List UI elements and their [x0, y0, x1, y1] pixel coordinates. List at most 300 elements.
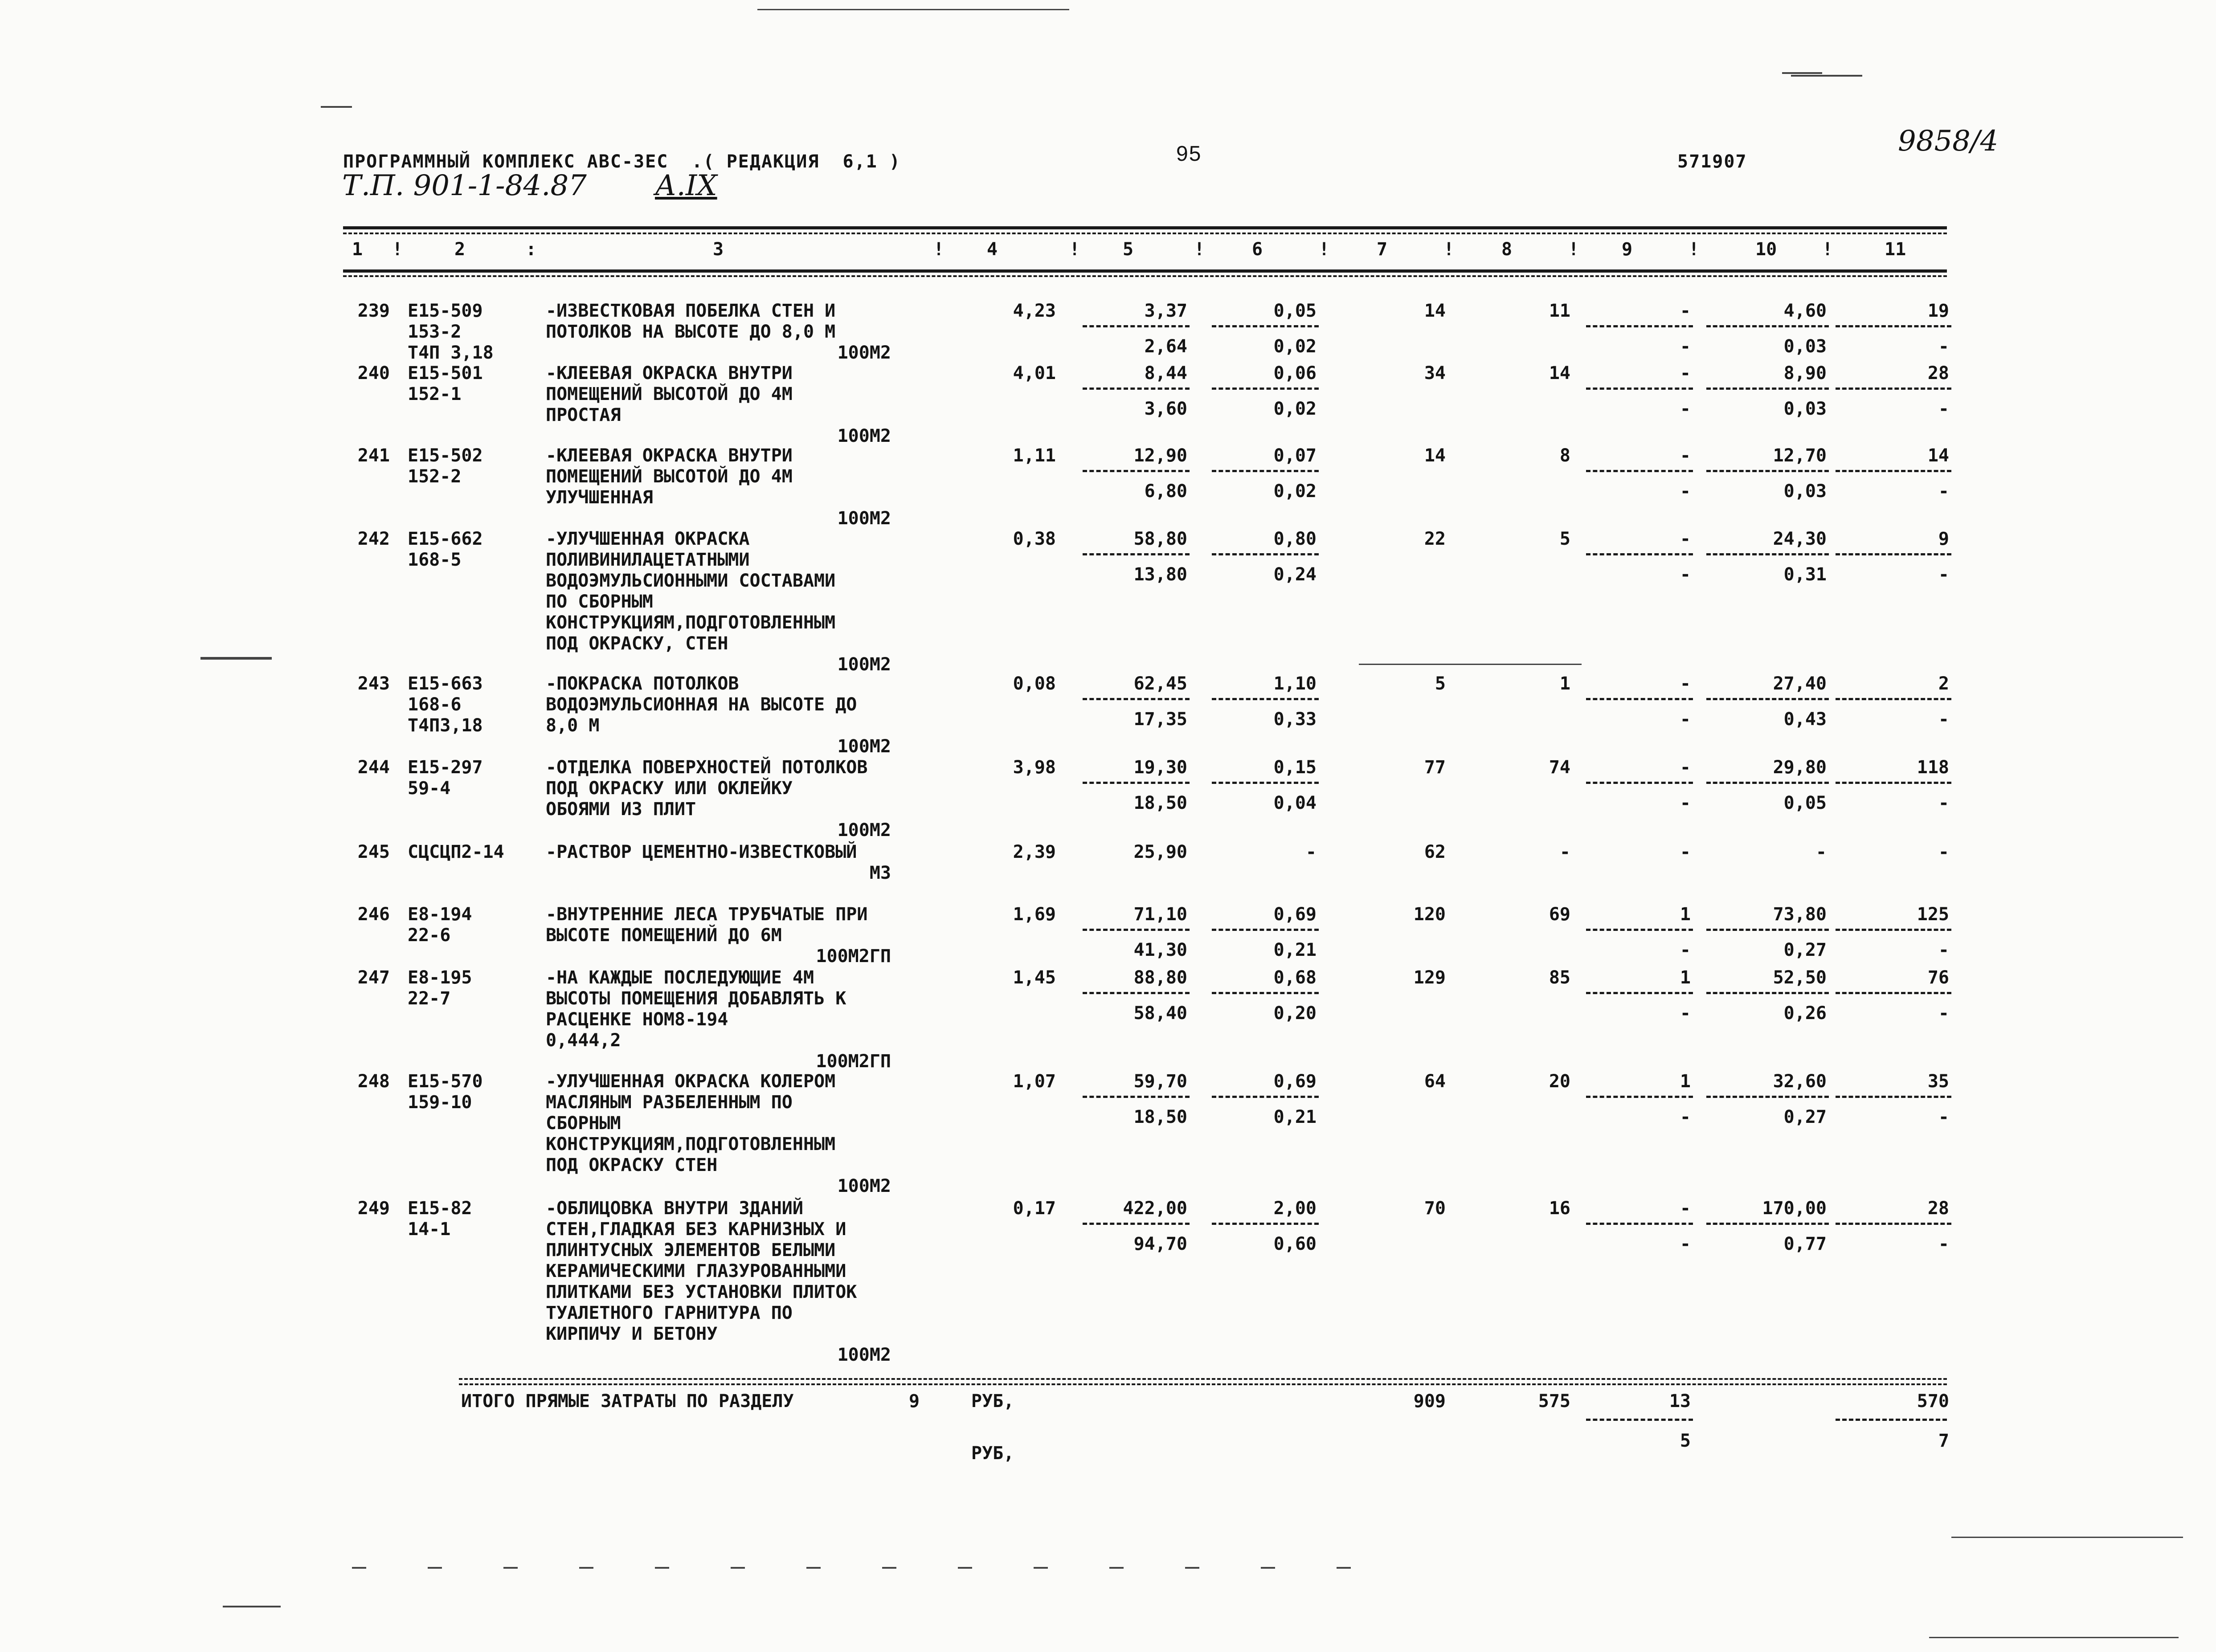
cell-col4: 1,69 — [1013, 904, 1056, 925]
row-unit: 100М2ГП — [816, 1051, 891, 1072]
row-description: ПОД ОКРАСКУ СТЕН — [546, 1155, 718, 1175]
totals-col9: 13 — [1669, 1391, 1691, 1411]
column-separator: ! — [392, 239, 403, 260]
cell-col10: 27,40 — [1773, 673, 1827, 694]
cell-col8: 74 — [1549, 757, 1570, 778]
totals-col11-rule — [1836, 1419, 1947, 1421]
cell-col5: 59,70 — [1133, 1071, 1187, 1092]
cell-col6: 0,07 — [1273, 445, 1317, 466]
cell-divider — [1836, 553, 1951, 555]
row-description: ПЛИТКАМИ БЕЗ УСТАНОВКИ ПЛИТОК — [546, 1282, 857, 1302]
cell-divider — [1212, 325, 1319, 327]
cell-col9-lower: - — [1680, 709, 1691, 730]
row-description: 8,0 М — [546, 715, 600, 736]
cell-col5-lower: 41,30 — [1133, 940, 1187, 960]
cell-col6-lower: 0,21 — [1273, 940, 1317, 960]
column-separator: ! — [1689, 239, 1700, 260]
row-description: КОНСТРУКЦИЯМ,ПОДГОТОВЛЕННЫМ — [546, 612, 836, 633]
row-description: СТЕН,ГЛАДКАЯ БЕЗ КАРНИЗНЫХ И — [546, 1219, 846, 1240]
cell-col5: 422,00 — [1123, 1198, 1187, 1219]
row-code: Е15-662 — [408, 529, 483, 549]
row-code: 159-10 — [408, 1092, 472, 1113]
cell-col6: 1,10 — [1273, 673, 1317, 694]
row-code: 22-6 — [408, 925, 451, 946]
cell-divider — [1586, 782, 1693, 784]
row-description: ВЫСОТЫ ПОМЕЩЕНИЯ ДОБАВЛЯТЬ К — [546, 988, 846, 1009]
cell-col6: - — [1305, 842, 1317, 862]
cell-divider — [1212, 553, 1319, 555]
cell-col4: 0,17 — [1013, 1198, 1056, 1219]
cell-col11: 9 — [1938, 529, 1949, 549]
totals-currency-1: РУБ, — [971, 1391, 1014, 1411]
cell-col10: 4,60 — [1783, 301, 1827, 321]
row-description: ВЫСОТЕ ПОМЕЩЕНИЙ ДО 6М — [546, 925, 782, 946]
cell-col11-lower: - — [1938, 336, 1949, 357]
cell-col10-lower: 0,43 — [1783, 709, 1827, 730]
dash-mark — [503, 1567, 518, 1569]
row-description: -ОБЛИЦОВКА ВНУТРИ ЗДАНИЙ — [546, 1198, 803, 1219]
totals-col8: 575 — [1538, 1391, 1570, 1411]
cell-col10-lower: 0,03 — [1783, 481, 1827, 502]
cell-divider — [1083, 992, 1190, 994]
cell-col5-lower: 13,80 — [1133, 564, 1187, 585]
header-top-rule — [343, 226, 1947, 229]
dash-mark — [958, 1567, 972, 1569]
cell-col10: 52,50 — [1773, 967, 1827, 988]
cell-col9-lower: - — [1680, 564, 1691, 585]
cell-divider — [1586, 388, 1693, 390]
cell-col7: 62 — [1424, 842, 1446, 862]
column-header-11: 11 — [1885, 239, 1906, 260]
cell-col11-lower: - — [1938, 481, 1949, 502]
cell-col11: 2 — [1938, 673, 1949, 694]
row-description: КЕРАМИЧЕСКИМИ ГЛАЗУРОВАННЫМИ — [546, 1261, 846, 1281]
scan-mark — [1782, 72, 1822, 74]
column-header-8: 8 — [1501, 239, 1513, 260]
cell-col8: 14 — [1549, 363, 1570, 383]
row-description: -ПОКРАСКА ПОТОЛКОВ — [546, 673, 739, 694]
cell-col10-lower: 0,31 — [1783, 564, 1827, 585]
cell-col7: 77 — [1424, 757, 1446, 778]
dash-mark — [806, 1567, 821, 1569]
row-code: 59-4 — [408, 778, 451, 799]
cell-divider — [1706, 1096, 1829, 1098]
row-code: 14-1 — [408, 1219, 451, 1240]
cell-divider — [1706, 325, 1829, 327]
cell-col7: 129 — [1413, 967, 1446, 988]
scan-mark — [757, 9, 1069, 10]
cell-col11: - — [1938, 842, 1949, 862]
row-description: ПО СБОРНЫМ — [546, 591, 653, 612]
row-unit: 100М2 — [837, 1176, 891, 1196]
row-number: 239 — [357, 301, 390, 321]
cell-col11: 28 — [1927, 1198, 1949, 1219]
column-header-9: 9 — [1622, 239, 1633, 260]
cell-col7: 5 — [1435, 673, 1446, 694]
row-description: ПРОСТАЯ — [546, 405, 621, 425]
cell-col11-lower: - — [1938, 1003, 1949, 1024]
cell-col6: 0,69 — [1273, 904, 1317, 925]
cell-col5-lower: 3,60 — [1144, 399, 1187, 419]
cell-col10: - — [1815, 842, 1827, 862]
column-header-4: 4 — [987, 239, 998, 260]
cell-col10-lower: 0,27 — [1783, 940, 1827, 960]
cell-divider — [1083, 698, 1190, 700]
cell-col7: 34 — [1424, 363, 1446, 383]
totals-col7: 909 — [1413, 1391, 1446, 1411]
cell-col4: 0,08 — [1013, 673, 1056, 694]
cell-divider — [1706, 992, 1829, 994]
row-unit: 100М2ГП — [816, 946, 891, 967]
cell-col8: 8 — [1559, 445, 1570, 466]
cell-col11: 19 — [1927, 301, 1949, 321]
cell-divider — [1586, 1096, 1693, 1098]
row-unit: 100М2 — [837, 343, 891, 363]
cell-divider — [1083, 782, 1190, 784]
cell-col11-lower: - — [1938, 709, 1949, 730]
cell-col5-lower: 18,50 — [1133, 1107, 1187, 1127]
cell-col11: 118 — [1917, 757, 1949, 778]
totals-col11-b: 7 — [1938, 1431, 1949, 1451]
cell-col6-lower: 0,02 — [1273, 399, 1317, 419]
cell-col5: 71,10 — [1133, 904, 1187, 925]
cell-col9-lower: - — [1680, 1003, 1691, 1024]
cell-col11: 35 — [1927, 1071, 1949, 1092]
cell-col10-lower: 0,05 — [1783, 793, 1827, 813]
cell-divider — [1083, 929, 1190, 931]
dash-mark — [1337, 1567, 1351, 1569]
row-description: 0,444,2 — [546, 1030, 621, 1051]
column-header-5: 5 — [1123, 239, 1134, 260]
cell-divider — [1586, 992, 1693, 994]
row-description: -НА КАЖДЫЕ ПОСЛЕДУЮЩИЕ 4М — [546, 967, 814, 988]
row-description: -УЛУЧШЕННАЯ ОКРАСКА — [546, 529, 750, 549]
cell-divider — [1836, 470, 1951, 472]
row-code: Е15-82 — [408, 1198, 472, 1219]
cell-divider — [1212, 388, 1319, 390]
cell-col5: 8,44 — [1144, 363, 1187, 383]
cell-col5-lower: 6,80 — [1144, 481, 1187, 502]
cell-col11-lower: - — [1938, 564, 1949, 585]
row-description: ТУАЛЕТНОГО ГАРНИТУРА ПО — [546, 1303, 793, 1323]
row-description: ПОЛИВИНИЛАЦЕТАТНЫМИ — [546, 550, 750, 570]
totals-label: ИТОГО ПРЯМЫЕ ЗАТРАТЫ ПО РАЗДЕЛУ — [461, 1391, 794, 1411]
cell-col9: 1 — [1680, 904, 1691, 925]
header-bottom-rule — [343, 269, 1947, 273]
cell-col10: 8,90 — [1783, 363, 1827, 383]
row-description: УЛУЧШЕННАЯ — [546, 487, 653, 508]
cell-col5: 3,37 — [1144, 301, 1187, 321]
row-description: ОБОЯМИ ИЗ ПЛИТ — [546, 799, 696, 820]
handwritten-ref: Т.П. 901-1-84.87 — [342, 169, 587, 202]
row-number: 244 — [357, 757, 390, 778]
cell-col8: 11 — [1549, 301, 1570, 321]
column-separator: ! — [1069, 239, 1080, 260]
cell-col5: 88,80 — [1133, 967, 1187, 988]
cell-col9-lower: - — [1680, 1234, 1691, 1254]
row-unit: 100М2 — [837, 820, 891, 840]
row-number: 245 — [357, 842, 390, 862]
cell-col9: - — [1680, 1198, 1691, 1219]
cell-col5: 58,80 — [1133, 529, 1187, 549]
cell-divider — [1586, 553, 1693, 555]
cell-col11: 14 — [1927, 445, 1949, 466]
cell-divider — [1212, 992, 1319, 994]
cell-col4: 1,45 — [1013, 967, 1056, 988]
cell-col10-lower: 0,27 — [1783, 1107, 1827, 1127]
row-unit: 100М2 — [837, 654, 891, 675]
cell-divider — [1586, 698, 1693, 700]
cell-col4: 1,11 — [1013, 445, 1056, 466]
row-description: -ОТДЕЛКА ПОВЕРХНОСТЕЙ ПОТОЛКОВ — [546, 757, 868, 778]
dash-mark — [579, 1567, 593, 1569]
cell-col8: 5 — [1559, 529, 1570, 549]
cell-divider — [1836, 1223, 1951, 1225]
cell-col9: - — [1680, 363, 1691, 383]
cell-col4: 1,07 — [1013, 1071, 1056, 1092]
cell-col9-lower: - — [1680, 1107, 1691, 1127]
row-code: Е15-297 — [408, 757, 483, 778]
cell-divider — [1836, 1096, 1951, 1098]
totals-col9-rule — [1586, 1419, 1693, 1421]
cell-divider — [1836, 929, 1951, 931]
cell-col9-lower: - — [1680, 481, 1691, 502]
cell-divider — [1212, 470, 1319, 472]
row-unit: 100М2 — [837, 508, 891, 529]
cell-divider — [1083, 388, 1190, 390]
row-unit: 100М2 — [837, 1345, 891, 1365]
cell-col6: 0,80 — [1273, 529, 1317, 549]
row-number: 247 — [357, 967, 390, 988]
cell-col8: 16 — [1549, 1198, 1570, 1219]
totals-col11: 570 — [1917, 1391, 1949, 1411]
cell-col10: 12,70 — [1773, 445, 1827, 466]
row-code: СЦСЦП2-14 — [408, 842, 504, 862]
cell-col5-lower: 94,70 — [1133, 1234, 1187, 1254]
cell-divider — [1586, 929, 1693, 931]
cell-col6-lower: 0,60 — [1273, 1234, 1317, 1254]
cell-divider — [1083, 325, 1190, 327]
cell-col11-lower: - — [1938, 940, 1949, 960]
scan-mark — [1929, 1637, 2179, 1638]
cell-col6: 0,69 — [1273, 1071, 1317, 1092]
cell-col10-lower: 0,03 — [1783, 336, 1827, 357]
row-number: 243 — [357, 673, 390, 694]
header-top-rule-dashed — [343, 233, 1947, 234]
cell-divider — [1083, 1096, 1190, 1098]
cell-col9: - — [1680, 301, 1691, 321]
cell-col10: 24,30 — [1773, 529, 1827, 549]
cell-col11-lower: - — [1938, 1234, 1949, 1254]
row-description: ПОТОЛКОВ НА ВЫСОТЕ ДО 8,0 М — [546, 322, 836, 342]
row-code: Е15-509 — [408, 301, 483, 321]
row-code: 153-2 — [408, 322, 462, 342]
totals-rule — [459, 1378, 1947, 1380]
column-separator: ! — [933, 239, 944, 260]
cell-col10: 29,80 — [1773, 757, 1827, 778]
cell-col7: 14 — [1424, 445, 1446, 466]
program-title: ПРОГРАММНЫЙ КОМПЛЕКС АВС-3ЕС .( РЕДАКЦИЯ 6,1 ) — [343, 151, 901, 172]
cell-col9: - — [1680, 445, 1691, 466]
cell-divider — [1706, 553, 1829, 555]
cell-col8: 1 — [1559, 673, 1570, 694]
cell-col4: 4,23 — [1013, 301, 1056, 321]
header-bottom-rule-dashed — [343, 275, 1947, 277]
cell-col9: - — [1680, 673, 1691, 694]
handwritten-album: А.IX — [655, 169, 717, 202]
scan-mark — [1359, 664, 1582, 665]
cell-col5: 62,45 — [1133, 673, 1187, 694]
row-description: ВОДОЭМУЛЬСИОННЫМИ СОСТАВАМИ — [546, 571, 836, 591]
cell-col9-lower: - — [1680, 336, 1691, 357]
cell-col11: 125 — [1917, 904, 1949, 925]
cell-col7: 14 — [1424, 301, 1446, 321]
cell-col10: 170,00 — [1762, 1198, 1827, 1219]
cell-col11-lower: - — [1938, 793, 1949, 813]
dash-mark — [1034, 1567, 1048, 1569]
cell-col10-lower: 0,77 — [1783, 1234, 1827, 1254]
doc-code: 571907 — [1677, 151, 1747, 172]
cell-col9: 1 — [1680, 1071, 1691, 1092]
cell-col6: 0,68 — [1273, 967, 1317, 988]
cell-col5-lower: 58,40 — [1133, 1003, 1187, 1024]
column-separator: ! — [1319, 239, 1330, 260]
dash-mark — [1185, 1567, 1199, 1569]
cell-divider — [1586, 325, 1693, 327]
row-code: 152-2 — [408, 466, 462, 487]
column-header-1: 1 — [352, 239, 363, 260]
cell-divider — [1212, 1096, 1319, 1098]
totals-section: 9 — [909, 1391, 920, 1411]
cell-col5: 12,90 — [1133, 445, 1187, 466]
page-number: 95 — [1176, 142, 1202, 166]
row-unit: М3 — [869, 863, 891, 883]
cell-col7: 22 — [1424, 529, 1446, 549]
row-number: 248 — [357, 1071, 390, 1092]
column-separator: ! — [1443, 239, 1455, 260]
row-code: Е8-194 — [408, 904, 472, 925]
row-description: СБОРНЫМ — [546, 1113, 621, 1134]
scan-mark — [1791, 75, 1862, 77]
row-description: -ИЗВЕСТКОВАЯ ПОБЕЛКА СТЕН И — [546, 301, 836, 321]
row-description: -КЛЕЕВАЯ ОКРАСКА ВНУТРИ — [546, 363, 793, 383]
cell-col4: 2,39 — [1013, 842, 1056, 862]
cell-col7: 64 — [1424, 1071, 1446, 1092]
scan-mark — [321, 106, 352, 108]
cell-divider — [1836, 698, 1951, 700]
cell-divider — [1706, 388, 1829, 390]
column-separator: : — [526, 239, 537, 260]
cell-divider — [1083, 1223, 1190, 1225]
row-description: ПЛИНТУСНЫХ ЭЛЕМЕНТОВ БЕЛЫМИ — [546, 1240, 836, 1260]
cell-col5-lower: 2,64 — [1144, 336, 1187, 357]
column-header-7: 7 — [1377, 239, 1388, 260]
row-number: 240 — [357, 363, 390, 383]
cell-divider — [1586, 470, 1693, 472]
cell-col6-lower: 0,02 — [1273, 481, 1317, 502]
cell-divider — [1586, 1223, 1693, 1225]
cell-divider — [1706, 929, 1829, 931]
cell-col11-lower: - — [1938, 399, 1949, 419]
cell-col5-lower: 18,50 — [1133, 793, 1187, 813]
row-number: 242 — [357, 529, 390, 549]
row-description: -РАСТВОР ЦЕМЕНТНО-ИЗВЕСТКОВЫЙ — [546, 842, 857, 862]
cell-divider — [1706, 698, 1829, 700]
column-header-3: 3 — [713, 239, 724, 260]
cell-col6-lower: 0,33 — [1273, 709, 1317, 730]
cell-col9-lower: - — [1680, 940, 1691, 960]
dash-mark — [731, 1567, 745, 1569]
row-description: -ВНУТРЕННИЕ ЛЕСА ТРУБЧАТЫЕ ПРИ — [546, 904, 868, 925]
cell-col11: 28 — [1927, 363, 1949, 383]
cell-col6: 0,06 — [1273, 363, 1317, 383]
cell-col6-lower: 0,21 — [1273, 1107, 1317, 1127]
row-code: Е15-501 — [408, 363, 483, 383]
cell-col6-lower: 0,02 — [1273, 336, 1317, 357]
cell-col11: 76 — [1927, 967, 1949, 988]
row-description: МАСЛЯНЫМ РАЗБЕЛЕННЫМ ПО — [546, 1092, 793, 1113]
cell-col9-lower: - — [1680, 793, 1691, 813]
row-description: ПОД ОКРАСКУ ИЛИ ОКЛЕЙКУ — [546, 778, 793, 799]
row-description: -УЛУЧШЕННАЯ ОКРАСКА КОЛЕРОМ — [546, 1071, 836, 1092]
column-separator: ! — [1568, 239, 1579, 260]
cell-divider — [1836, 782, 1951, 784]
row-description: ПОМЕЩЕНИЙ ВЫСОТОЙ ДО 4М — [546, 466, 793, 487]
cell-col8: 20 — [1549, 1071, 1570, 1092]
cell-divider — [1212, 929, 1319, 931]
cell-col6: 2,00 — [1273, 1198, 1317, 1219]
column-header-2: 2 — [454, 239, 466, 260]
row-code: Е15-502 — [408, 445, 483, 466]
cell-divider — [1212, 1223, 1319, 1225]
cell-divider — [1212, 698, 1319, 700]
cell-col7: 120 — [1413, 904, 1446, 925]
totals-rule-2 — [459, 1383, 1947, 1385]
row-description: ПОД ОКРАСКУ, СТЕН — [546, 633, 728, 654]
handwritten-corner: 9858/4 — [1898, 125, 1999, 158]
column-separator: ! — [1194, 239, 1205, 260]
row-unit: 100М2 — [837, 426, 891, 446]
cell-col6-lower: 0,04 — [1273, 793, 1317, 813]
row-code: 22-7 — [408, 988, 451, 1009]
cell-col6: 0,05 — [1273, 301, 1317, 321]
row-code: 152-1 — [408, 384, 462, 404]
cell-col5: 25,90 — [1133, 842, 1187, 862]
cell-divider — [1212, 782, 1319, 784]
row-description: КИРПИЧУ И БЕТОНУ — [546, 1324, 718, 1344]
dash-mark — [882, 1567, 896, 1569]
cell-col6-lower: 0,24 — [1273, 564, 1317, 585]
cell-divider — [1836, 388, 1951, 390]
cell-divider — [1706, 470, 1829, 472]
dash-mark — [1261, 1567, 1275, 1569]
totals-currency-2: РУБ, — [971, 1443, 1014, 1464]
row-code: Т4П3,18 — [408, 715, 483, 736]
row-code: Е15-570 — [408, 1071, 483, 1092]
cell-col6-lower: 0,20 — [1273, 1003, 1317, 1024]
cell-divider — [1706, 782, 1829, 784]
cell-col10-lower: 0,26 — [1783, 1003, 1827, 1024]
column-header-6: 6 — [1252, 239, 1263, 260]
cell-col5: 19,30 — [1133, 757, 1187, 778]
cell-col5-lower: 17,35 — [1133, 709, 1187, 730]
row-number: 241 — [357, 445, 390, 466]
cell-col10: 32,60 — [1773, 1071, 1827, 1092]
row-description: РАСЦЕНКЕ НОМ8-194 — [546, 1009, 728, 1030]
dash-mark — [1109, 1567, 1124, 1569]
cell-col11-lower: - — [1938, 1107, 1949, 1127]
row-number: 246 — [357, 904, 390, 925]
